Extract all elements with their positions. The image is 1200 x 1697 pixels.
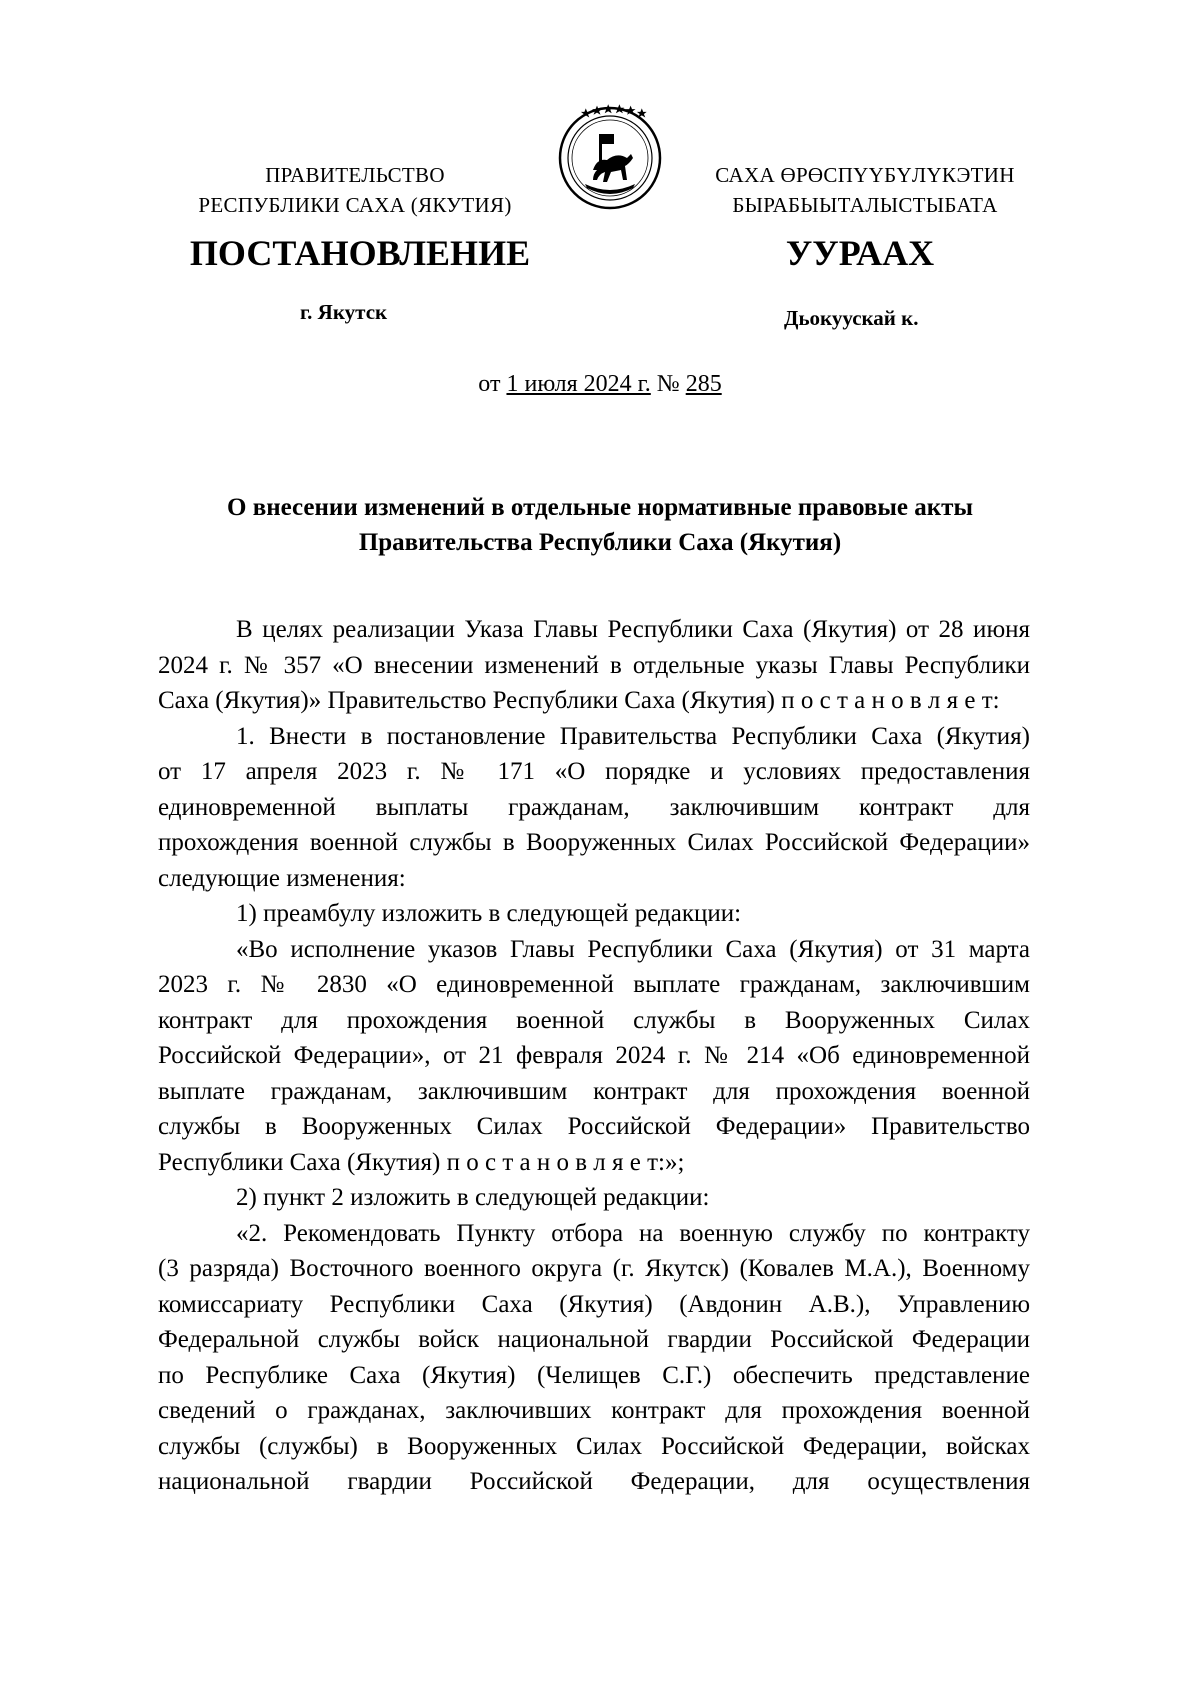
title-line: О внесении изменений в отдельные нормативные правовые акты	[227, 494, 973, 521]
body-line: «2. Рекомендовать Пункту отбора на военную службу по контракту	[236, 1219, 1030, 1247]
body-line: 2024 г. № 357 «О внесении изменений в отдельные указы Главы Республики	[158, 651, 1030, 679]
date-line	[0, 371, 1200, 398]
body-line: 2023 г. № 2830 «О единовременной выплате гражданам, заключившим	[158, 971, 1030, 998]
body-line: службы (службы) в Вооруженных Силах Российской Федерации, войсках	[158, 1432, 1030, 1460]
body-line: (3 разряда) Восточного военного округа (г. Якутск) (Ковалев М.А.), Военному	[158, 1255, 1030, 1282]
document-number: 285	[685, 371, 722, 397]
body-line: прохождения военной службы в Вооруженных Силах Российской Федерации»	[158, 829, 1030, 856]
body-line: комиссариату Республики Саха (Якутия) (Авдонин А.В.), Управлению	[158, 1290, 1030, 1318]
number-sign: №	[656, 371, 680, 397]
header-right	[690, 160, 1040, 220]
body-line: 2) пункт 2 изложить в следующей редакции:	[236, 1184, 710, 1211]
body-line: Саха (Якутия)» Правительство Республики Саха (Якутия) п о с т а н о в л я е т:	[158, 687, 1000, 714]
document-title	[120, 490, 1080, 560]
republic-name-ru: РЕСПУБЛИКИ САХА (ЯКУТИЯ)	[198, 193, 512, 217]
body-line: «Во исполнение указов Главы Республики Саха (Якутия) от 31 марта	[236, 935, 1030, 963]
document-body	[158, 612, 1030, 1500]
body-line: Федеральной службы войск национальной гвардии Российской Федерации	[158, 1326, 1030, 1353]
body-line: по Республике Саха (Якутия) (Челищев С.Г.) обеспечить представление	[158, 1361, 1030, 1389]
coat-of-arms-icon	[555, 100, 665, 210]
body-line: единовременной выплаты гражданам, заключившим контракт для	[158, 793, 1030, 821]
body-line: 1. Внести в постановление Правительства Республики Саха (Якутия)	[236, 722, 1030, 750]
body-line: 1) преамбулу изложить в следующей редакции:	[236, 900, 742, 927]
city-sakha: Дьокуускай к.	[784, 306, 919, 330]
title-line: Правительства Республики Саха (Якутия)	[358, 529, 842, 556]
body-line: Российской Федерации», от 21 февраля 2024 г. № 214 «Об единовременной	[158, 1042, 1030, 1069]
body-line: В целях реализации Указа Главы Республики Саха (Якутия) от 28 июня	[236, 616, 1030, 643]
government-title-sakha: САХА ӨРӨСПҮҮБҮЛҮКЭТИН	[715, 163, 1015, 187]
government-title-ru: ПРАВИТЕЛЬСТВО	[265, 163, 445, 187]
document-date: 1 июля 2024 г.	[506, 371, 651, 397]
doc-type-sakha: УУРААХ	[785, 233, 935, 273]
city-ru: г. Якутск	[300, 300, 388, 324]
body-line: сведений о гражданах, заключивших контракт для прохождения военной	[158, 1397, 1030, 1424]
doc-type-ru: ПОСТАНОВЛЕНИЕ	[189, 233, 531, 273]
body-line: национальной гвардии Российской Федерации, для осуществления	[158, 1468, 1030, 1495]
header-left	[190, 160, 520, 220]
government-subtitle-sakha: БЫРАБЫЫТАЛЫСТЫБАТА	[732, 193, 998, 217]
body-line: от 17 апреля 2023 г. № 171 «О порядке и условиях предоставления	[158, 758, 1030, 785]
body-line: следующие изменения:	[158, 864, 406, 892]
body-line: контракт для прохождения военной службы в Вооруженных Силах	[158, 1006, 1030, 1034]
body-line: выплате гражданам, заключившим контракт для прохождения военной	[158, 1077, 1030, 1105]
date-prefix: от	[478, 371, 501, 397]
body-line: службы в Вооруженных Силах Российской Федерации» Правительство	[158, 1113, 1030, 1140]
body-line: Республики Саха (Якутия) п о с т а н о в л я е т:»;	[158, 1148, 685, 1176]
